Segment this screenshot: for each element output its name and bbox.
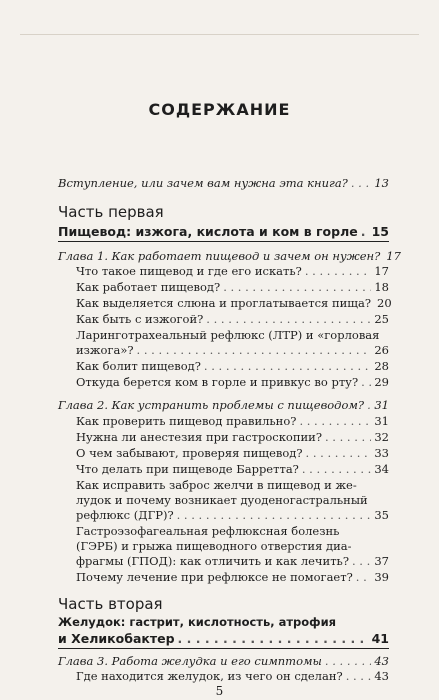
toc-entry: фрагмы (ГПОД): как отличить и как лечить? . . . 37 xyxy=(76,554,389,569)
toc-entry-line: лудок и почему возникает дуоденогастральный xyxy=(76,493,368,507)
page-number: 5 xyxy=(215,684,224,698)
part-1-subtitle: Пищевод: изжога, кислота и ком в горле . . . 15 xyxy=(58,224,389,239)
chapter-1-entry: Глава 1. Как работает пищевод и зачем он нужен? 17 xyxy=(58,249,401,263)
toc-entry-line: Ларинготрахеальный рефлюкс (ЛТР) и «горловая xyxy=(76,328,380,342)
toc-entry-line: Как исправить заброс желчи в пищевод и же- xyxy=(76,478,357,492)
part-1-underline xyxy=(58,241,389,242)
chapter-2-entry: Глава 2. Как устранить проблемы с пищеводом? . . . 31 xyxy=(58,398,389,413)
part-2-subtitle: Желудок: гастрит, кислотность, атрофия xyxy=(58,615,337,629)
toc-entry: Как работает пищевод? . . . 18 xyxy=(76,280,389,295)
toc-entry: Что делать при пищеводе Барретта? . . . 34 xyxy=(76,462,389,477)
bleed-through-rule xyxy=(20,34,419,35)
toc-entry: Как проверить пищевод правильно? . . . 31 xyxy=(76,414,389,429)
toc-entry: Как выделяется слюна и проглатывается пища? 20 xyxy=(76,296,392,310)
part-2-subtitle-end: и Хеликобактер . . . 41 xyxy=(58,631,389,646)
toc-entry: Откуда берется ком в горле и привкус во рту? . . . 29 xyxy=(76,375,389,390)
toc-entry: Как быть с изжогой? . . . 25 xyxy=(76,312,389,327)
toc-entry: изжога»? . . . 26 xyxy=(76,343,389,358)
toc-entry: Почему лечение при рефлюксе не помогает? . . . 39 xyxy=(76,570,389,585)
part-2-underline xyxy=(58,648,389,649)
toc-entry: Как болит пищевод? . . . 28 xyxy=(76,359,389,374)
toc-entry-intro: Вступление, или зачем вам нужна эта книга? . . . 13 xyxy=(58,176,389,191)
toc-entry: Где находится желудок, из чего он сделан? . . . 43 xyxy=(76,669,389,684)
toc-entry: О чем забывают, проверяя пищевод? . . . 33 xyxy=(76,446,389,461)
toc-entry: рефлюкс (ДГР)? . . . 35 xyxy=(76,508,389,523)
toc-entry: Нужна ли анестезия при гастроскопии? . . . 32 xyxy=(76,430,389,445)
page-title: СОДЕРЖАНИЕ xyxy=(148,100,291,119)
toc-entry-line: Гастроэзофагеальная рефлюксная болезнь xyxy=(76,524,340,538)
part-2-heading: Часть вторая xyxy=(58,595,163,613)
toc-entry-line: (ГЭРБ) и грыжа пищеводного отверстия диа- xyxy=(76,539,352,553)
part-1-heading: Часть первая xyxy=(58,203,164,221)
toc-entry: Что такое пищевод и где его искать? . . . 17 xyxy=(76,264,389,279)
chapter-3-entry: Глава 3. Работа желудка и его симптомы . . . 43 xyxy=(58,654,389,669)
